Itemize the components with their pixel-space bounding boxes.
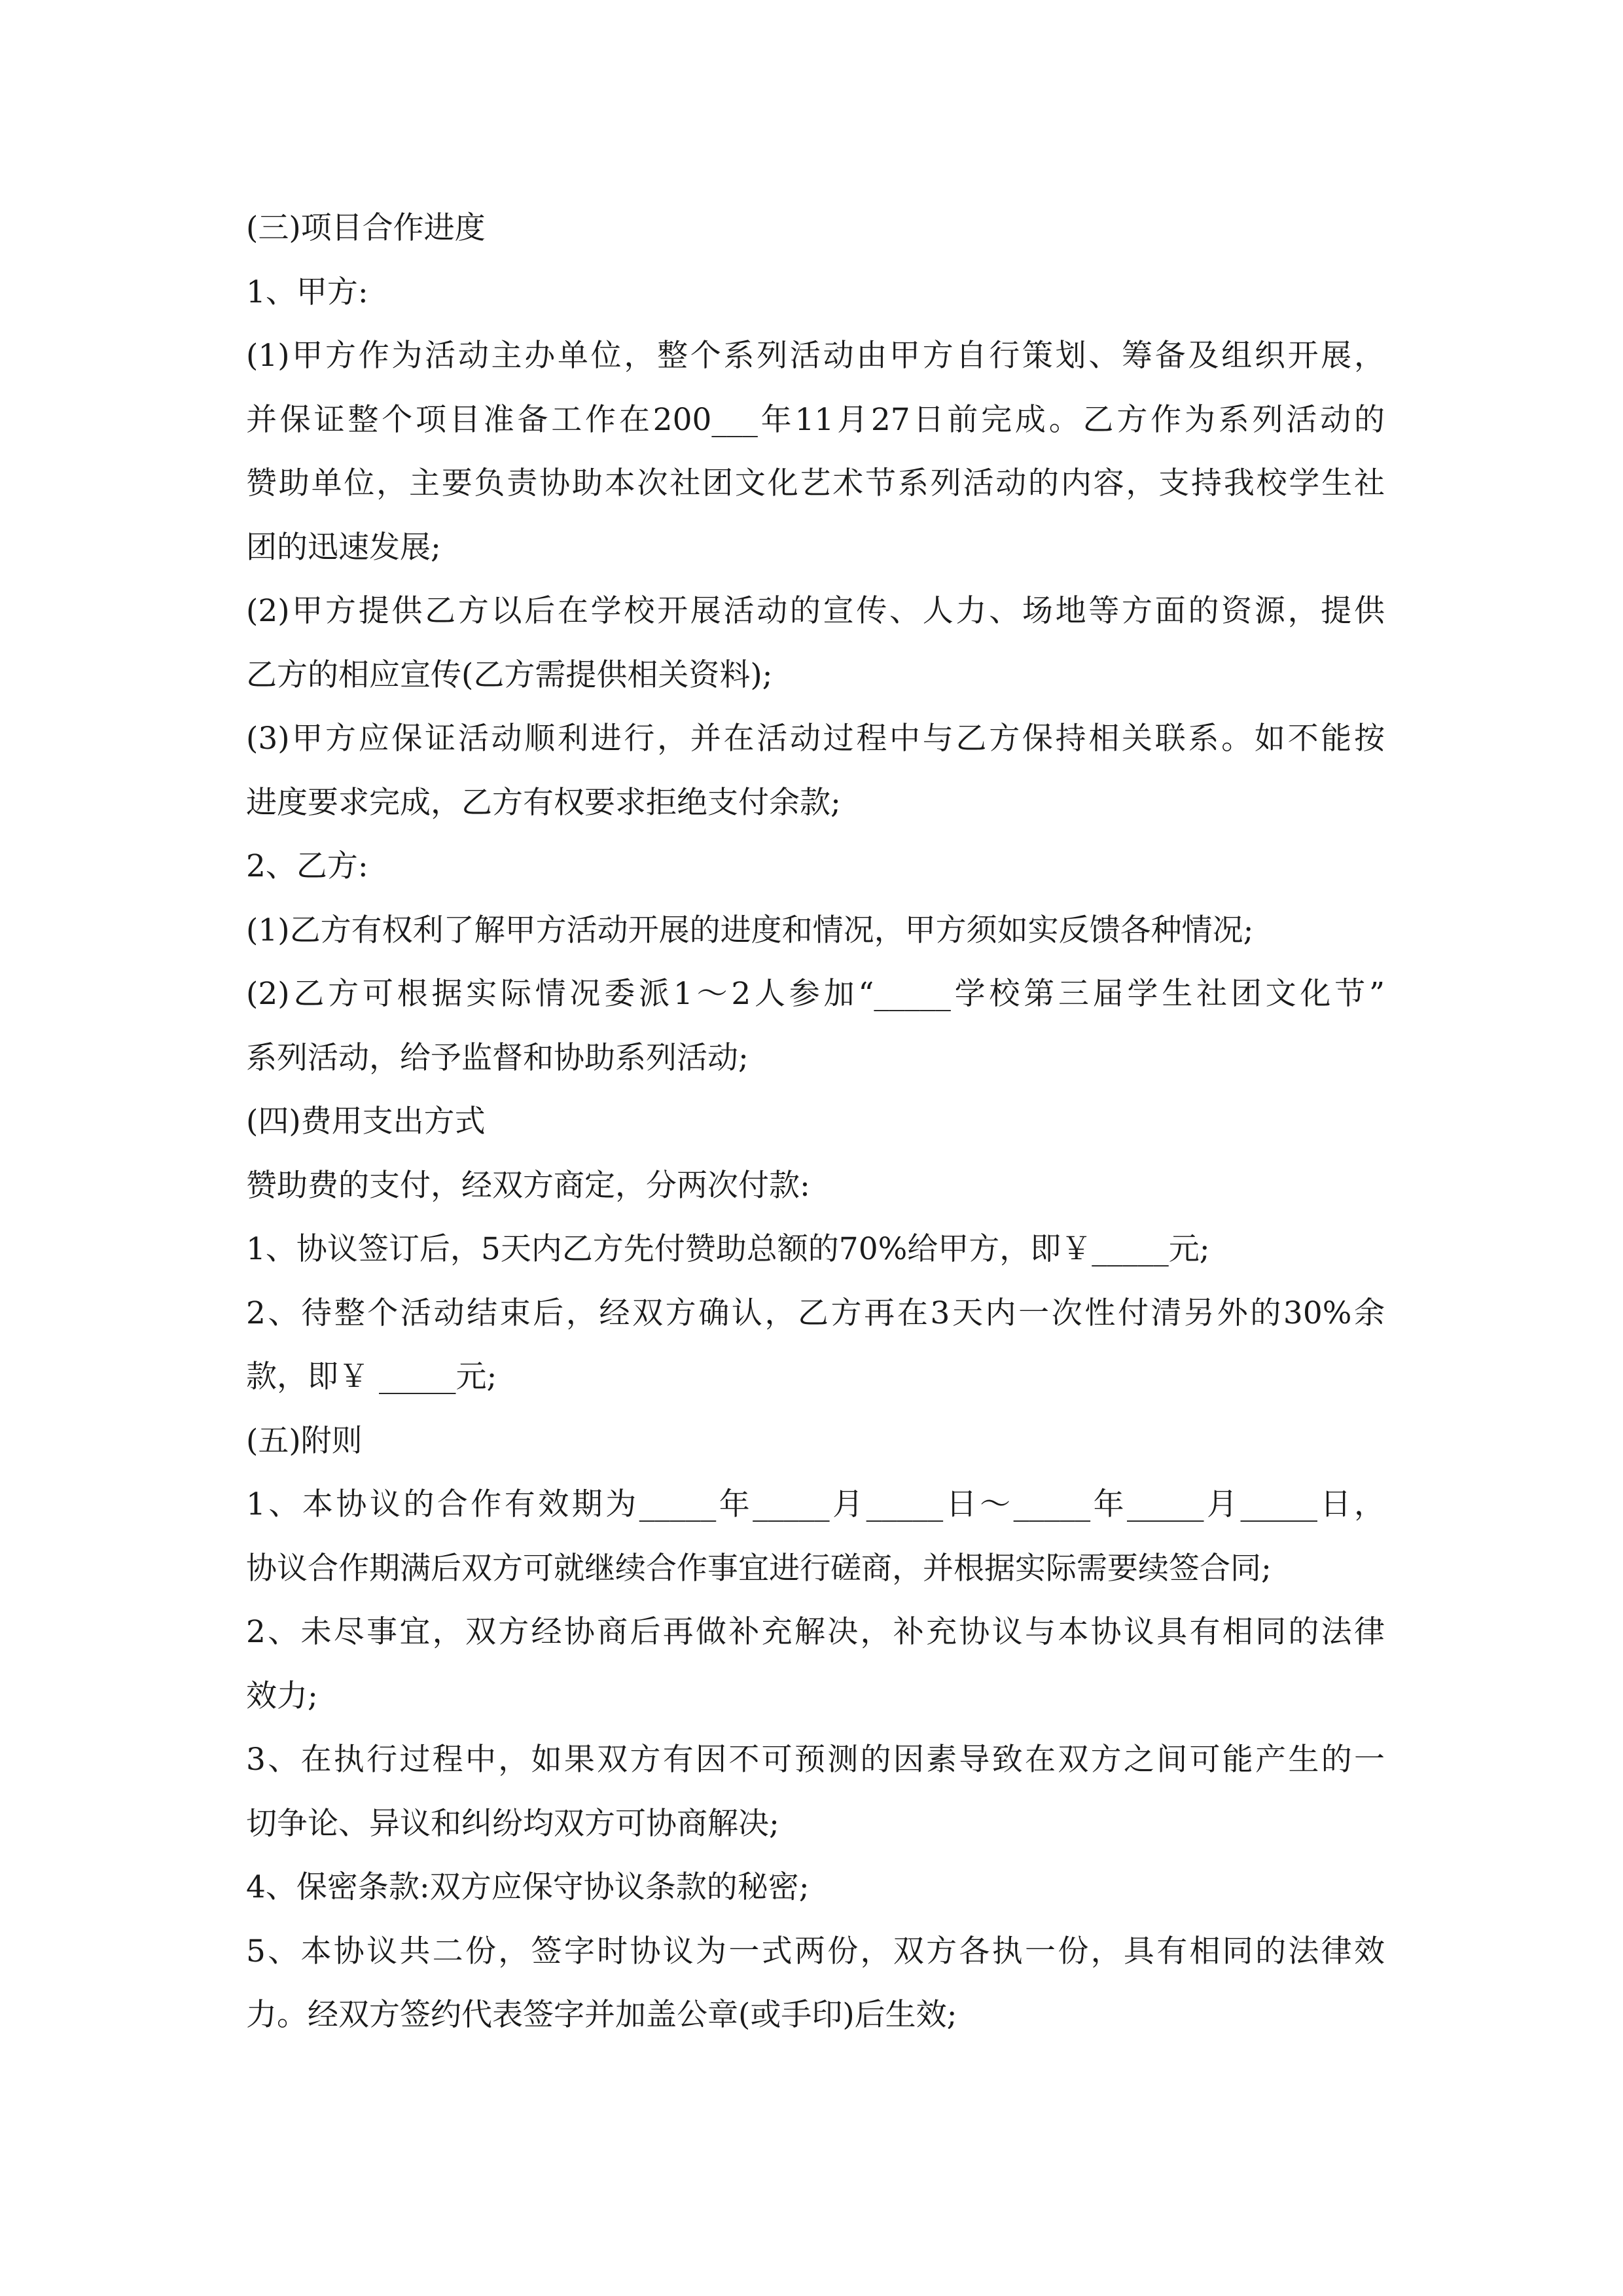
party-b-heading: 2、乙方: — [246, 848, 368, 884]
paragraph-line: 赞助单位，主要负责协助本次社团文化艺术节系列活动的内容，支持我校学生社 — [246, 465, 1385, 501]
section-heading-progress: (三)项目合作进度 — [246, 210, 486, 246]
paragraph-line: 效力; — [246, 1677, 318, 1714]
section-heading-payment: (四)费用支出方式 — [246, 1103, 486, 1139]
paragraph-line: 2、待整个活动结束后，经双方确认，乙方再在3天内一次性付清另外的30%余 — [246, 1295, 1385, 1331]
paragraph-line: (2)乙方可根据实际情况委派1～2人参加“_____学校第三届学生社团文化节” — [246, 976, 1385, 1012]
paragraph-line: 系列活动，给予监督和协助系列活动; — [246, 1039, 749, 1076]
section-heading-supplementary: (五)附则 — [246, 1422, 363, 1459]
paragraph-line: (1)甲方作为活动主办单位，整个系列活动由甲方自行策划、筹备及组织开展， — [246, 338, 1385, 374]
paragraph-line: 5、本协议共二份，签字时协议为一式两份，双方各执一份，具有相同的法律效 — [246, 1933, 1385, 1969]
paragraph-line: 力。经双方签约代表签字并加盖公章(或手印)后生效; — [246, 1997, 957, 2033]
paragraph-line: 乙方的相应宣传(乙方需提供相关资料); — [246, 656, 773, 693]
party-a-heading: 1、甲方: — [246, 274, 368, 310]
paragraph-line: 协议合作期满后双方可就继续合作事宜进行磋商，并根据实际需要续签合同; — [246, 1550, 1272, 1587]
paragraph-line: 并保证整个项目准备工作在200___年11月27日前完成。乙方作为系列活动的 — [246, 401, 1385, 438]
paragraph-line: (1)乙方有权利了解甲方活动开展的进度和情况，甲方须如实反馈各种情况; — [246, 912, 1254, 948]
paragraph-line: 1、协议签订后，5天内乙方先付赞助总额的70%给甲方，即￥_____元; — [246, 1231, 1210, 1267]
paragraph-line: (2)甲方提供乙方以后在学校开展活动的宣传、人力、场地等方面的资源，提供 — [246, 593, 1385, 629]
paragraph-line: (3)甲方应保证活动顺利进行，并在活动过程中与乙方保持相关联系。如不能按 — [246, 721, 1385, 757]
paragraph-line: 切争论、异议和纠纷均双方可协商解决; — [246, 1805, 779, 1842]
paragraph-line: 1、本协议的合作有效期为_____年_____月_____日～_____年_____月_____日， — [246, 1486, 1385, 1522]
paragraph-line: 2、未尽事宜，双方经协商后再做补充解决，补充协议与本协议具有相同的法律 — [246, 1614, 1385, 1650]
paragraph-line: 款，即￥ _____元; — [246, 1359, 497, 1395]
paragraph-line: 赞助费的支付，经双方商定，分两次付款: — [246, 1167, 810, 1204]
paragraph-line: 进度要求完成，乙方有权要求拒绝支付余款; — [246, 784, 841, 821]
document-body — [246, 196, 1385, 2047]
paragraph-line: 团的迅速发展; — [246, 529, 441, 565]
paragraph-line: 3、在执行过程中，如果双方有因不可预测的因素导致在双方之间可能产生的一 — [246, 1742, 1385, 1778]
paragraph-line: 4、保密条款:双方应保守协议条款的秘密; — [246, 1869, 810, 1905]
